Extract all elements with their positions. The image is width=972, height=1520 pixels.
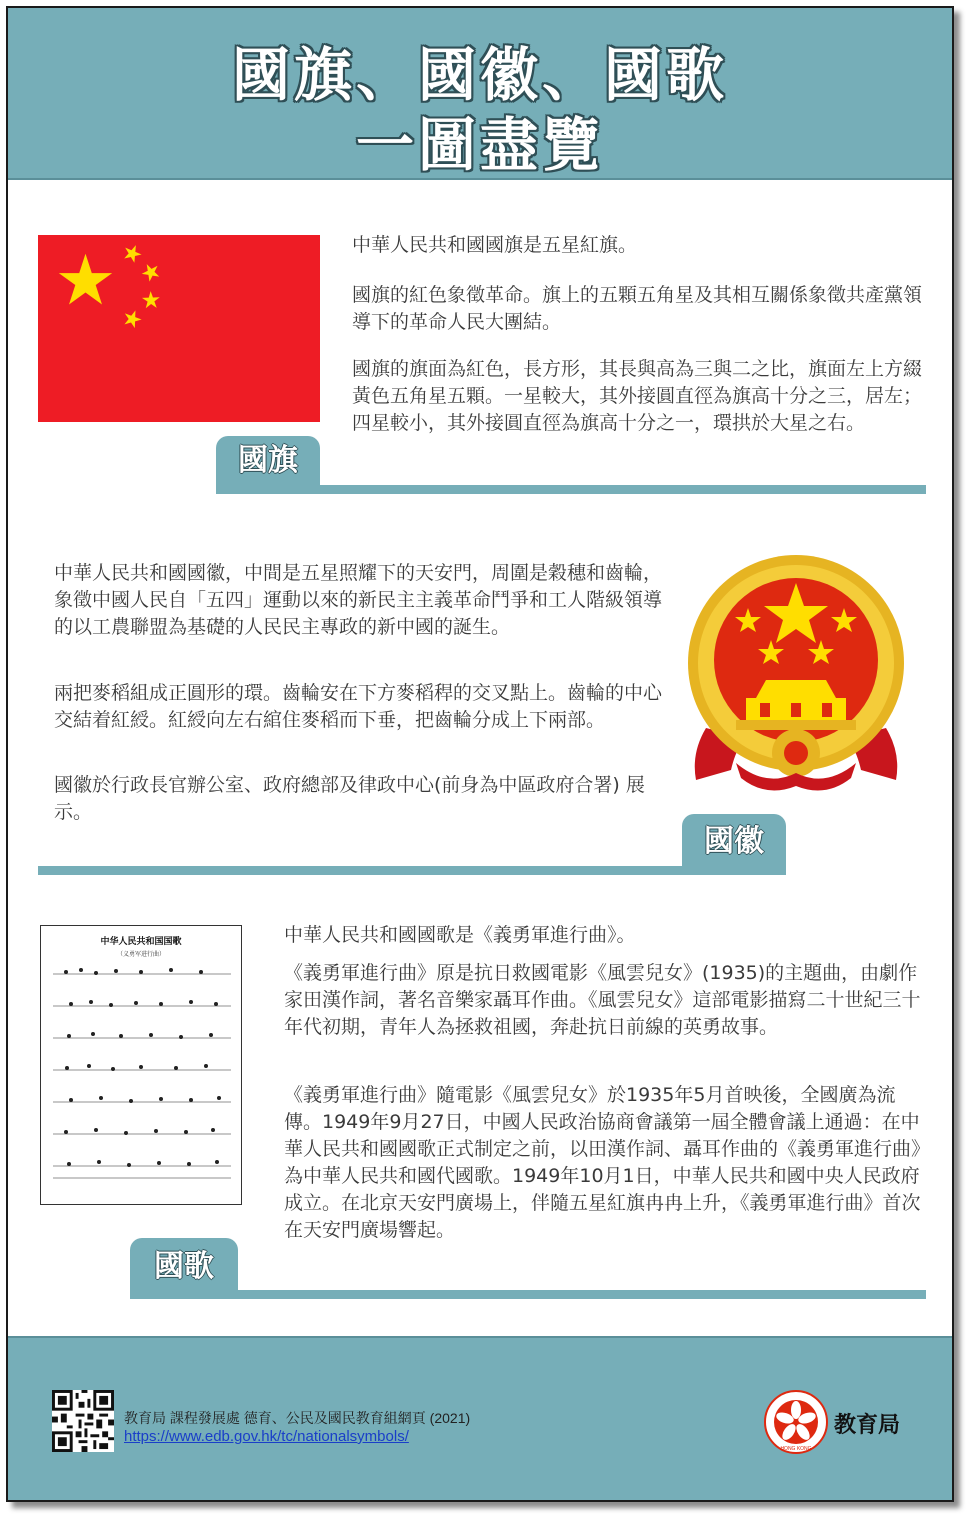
anthem-section-tab: 國歌 <box>130 1238 238 1296</box>
org-name: 教育局 <box>834 1413 901 1438</box>
emblem-paragraph-2: 兩把麥稻組成正圓形的環。齒輪安在下方麥稻稈的交叉點上。齒輪的中心交結着紅綬。紅綬向左右綰住麥稻而下垂，把齒輪分成上下兩部。 <box>54 682 663 731</box>
score-title: 中华人民共和国国歌 <box>100 937 182 947</box>
score-staff-lines <box>53 974 231 1178</box>
footer-credit: 教育局 課程發展處 德育、公民及國民教育組網頁 (2021) <box>124 1410 471 1426</box>
footer-banner <box>8 1336 952 1502</box>
national-emblem-image <box>676 548 916 798</box>
qr-code-icon[interactable] <box>52 1390 114 1452</box>
flag-paragraph-1: 中華人民共和國國旗是五星紅旗。 <box>352 234 638 256</box>
logo-caption: HONG KONG <box>780 1446 812 1452</box>
score-subtitle: （义勇军进行曲） <box>116 951 166 958</box>
poster <box>6 6 954 1502</box>
page-subtitle: 一圖盡覽 <box>355 111 604 179</box>
footer-url-link[interactable]: https://www.edb.gov.hk/tc/nationalsymbols/ <box>124 1428 409 1445</box>
anthem-section-divider <box>130 1290 926 1299</box>
anthem-paragraph-1: 中華人民共和國國歌是《義勇軍進行曲》。 <box>284 924 636 946</box>
flag-section-divider <box>216 485 926 494</box>
emblem-section-divider <box>38 866 786 875</box>
flag-paragraph-2: 國旗的紅色象徵革命。旗上的五顆五角星及其相互關係象徵共產黨領導下的革命人民大團結。 <box>352 284 923 333</box>
flag-paragraph-3: 國旗的旗面為紅色，長方形，其長與高為三與二之比，旗面左上方綴黃色五角星五顆。一星較大，其外接圓直徑為旗高十分之三，居左；四星較小，其外接圓直徑為旗高十分之一，環拱於大星之右。 <box>352 358 923 434</box>
anthem-paragraph-3: 《義勇軍進行曲》隨電影《風雲兒女》於1935年5月首映後，全國廣為流傳。1949年9月27日，中國人民政治協商會議第一屆全體會議上通過：在中華人民共和國國歌正式制定之前，以田漢作詞、聶耳作曲的《義勇軍進行曲》為中華人民共和國代國歌。1949年10月1日，中華人民共和國中央人民政府成立。在北京天安門廣場上，伴隨五星紅旗冉冉上升，《義勇軍進行曲》首次在天安門廣場響起。 <box>284 1084 921 1241</box>
anthem-paragraph-2: 《義勇軍進行曲》原是抗日救國電影《風雲兒女》(1935)的主題曲，由劇作家田漢作詞，著名音樂家聶耳作曲。《風雲兒女》這部電影描寫二十世紀三十年代初期，青年人為拯救祖國，奔赴抗日前線的英勇故事。 <box>284 962 921 1038</box>
score-notes <box>64 968 221 1167</box>
page-title: 國旗、國徽、國歌 <box>231 41 728 109</box>
national-flag-image <box>38 235 320 422</box>
emblem-paragraph-3: 國徽於行政長官辦公室、政府總部及律政中心(前身為中區政府合署) 展示。 <box>54 774 645 823</box>
emblem-section-tab: 國徽 <box>682 814 786 870</box>
hk-government-logo-icon <box>764 1390 828 1454</box>
header-banner <box>8 8 952 180</box>
music-score-image <box>40 925 242 1205</box>
flag-section-tab: 國旗 <box>216 436 320 486</box>
emblem-paragraph-1: 中華人民共和國國徽，中間是五星照耀下的天安門，周圍是穀穗和齒輪，象徵中國人民自「五四」運動以來的新民主主義革命鬥爭和工人階級領導的以工農聯盟為基礎的人民民主專政的新中國的誕生。 <box>54 562 663 638</box>
